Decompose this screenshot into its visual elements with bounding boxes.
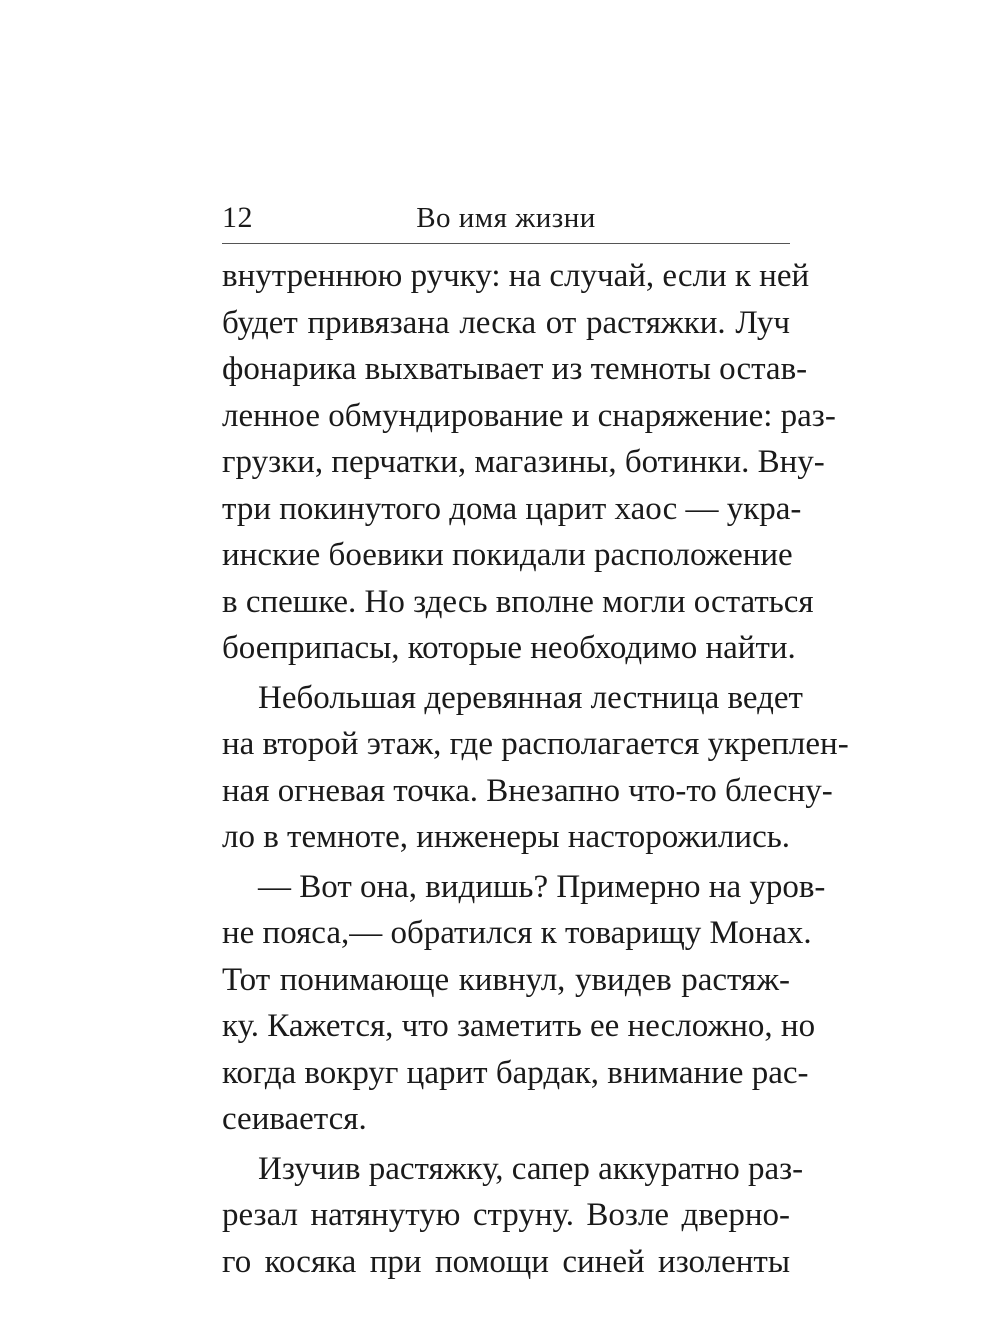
text-line: в спешке. Но здесь вполне могли остаться <box>222 583 814 620</box>
text-line: боеприпасы, которые необходимо найти. <box>222 630 796 666</box>
paragraph <box>222 864 826 1143</box>
paragraph <box>222 1146 804 1286</box>
paragraph <box>222 675 849 861</box>
page-number: 12 <box>222 201 253 234</box>
text-line: — Вот она, видишь? Примерно на уров- <box>258 868 826 905</box>
text-line: ку. Кажется, что заметить ее несложно, но <box>222 1008 816 1044</box>
running-title: Во имя жизни <box>416 202 596 234</box>
text-line: ная огневая точка. Внезапно что-то блесну- <box>222 772 833 809</box>
header-rule <box>222 243 790 244</box>
text-line: грузки, перчатки, магазины, ботинки. Вну- <box>222 444 825 480</box>
text-line: когда вокруг царит бардак, внимание рас- <box>222 1054 809 1091</box>
text-line: будет привязана леска от растяжки. Луч <box>222 304 790 341</box>
text-line: ленное обмундирование и снаряжение: раз- <box>222 397 836 434</box>
text-line: три покинутого дома царит хаос — укра- <box>222 490 802 527</box>
text-line: на второй этаж, где располагается укреплен- <box>222 726 849 762</box>
text-line: Тот понимающе кивнул, увидев растяж- <box>222 961 790 998</box>
running-head <box>222 196 790 240</box>
text-line: не пояса,— обратился к товарищу Монах. <box>222 915 812 951</box>
text-line: ло в темноте, инженеры насторожились. <box>222 819 791 855</box>
text-line: резал натянутую струну. Возле дверно- <box>222 1197 790 1233</box>
text-line: Изучив растяжку, сапер аккуратно раз- <box>258 1150 804 1187</box>
paragraph <box>222 253 836 672</box>
text-line: Небольшая деревянная лестница ведет <box>258 679 803 716</box>
text-line: фонарика выхватывает из темноты остав- <box>222 351 808 387</box>
text-line: внутреннюю ручку: на случай, если к ней <box>222 258 810 294</box>
text-line: сеивается. <box>222 1101 367 1137</box>
text-line: го косяка при помощи синей изоленты <box>222 1243 790 1280</box>
text-line: инские боевики покидали расположение <box>222 537 793 573</box>
body-text <box>222 253 849 1285</box>
